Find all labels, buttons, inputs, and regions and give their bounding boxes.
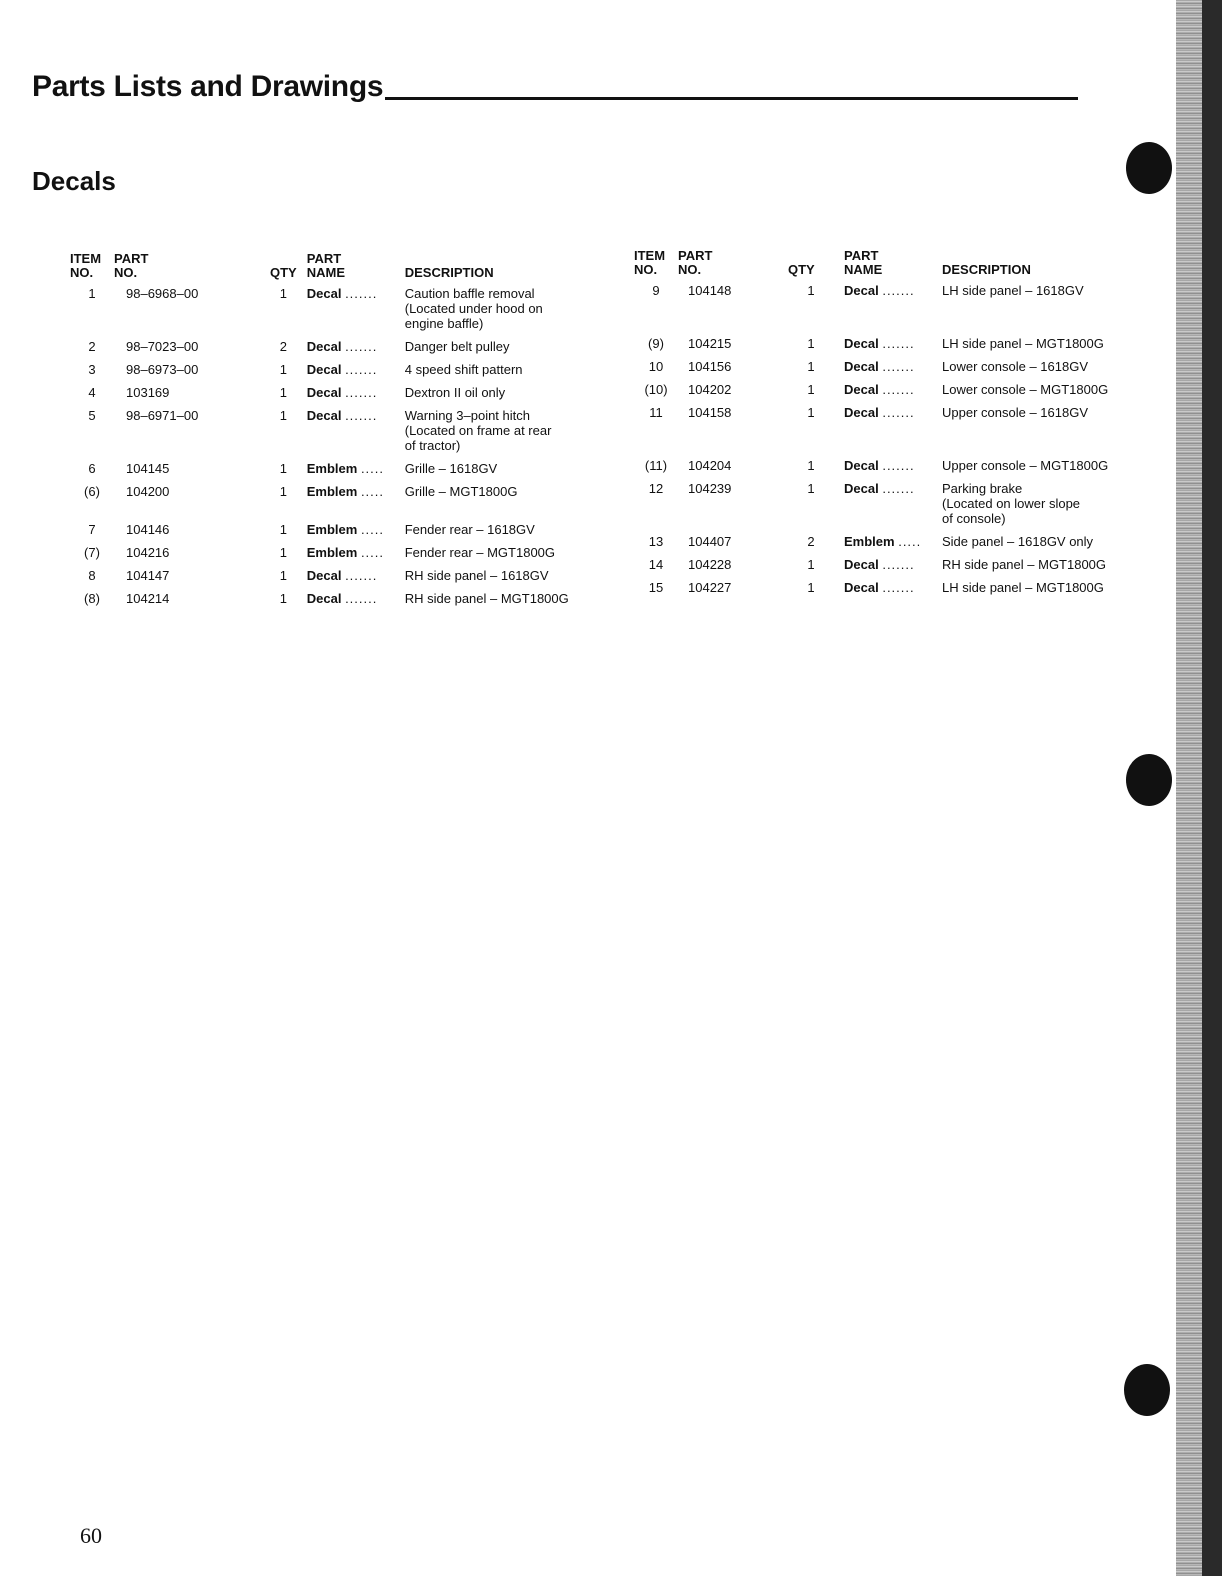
part-no-cell: 104148 bbox=[688, 283, 732, 298]
part-no-cell: 104202 bbox=[688, 382, 732, 397]
qty-cell: 1 bbox=[807, 557, 815, 572]
description-cell bbox=[405, 568, 605, 591]
item-no-cell: 7 bbox=[88, 522, 96, 537]
part-name-text: Emblem bbox=[306, 545, 358, 560]
item-no-cell: 13 bbox=[648, 534, 664, 549]
part-no-cell: 104407 bbox=[688, 534, 732, 549]
description-line: Upper console – MGT1800G bbox=[942, 458, 1109, 473]
parts-table-left-body bbox=[70, 286, 605, 614]
table-row bbox=[634, 283, 1142, 336]
description-cell bbox=[942, 405, 1142, 458]
description-line: LH side panel – MGT1800G bbox=[942, 336, 1104, 351]
qty-cell: 1 bbox=[807, 458, 815, 473]
part-name-cell bbox=[834, 557, 942, 580]
item-no-cell: (9) bbox=[648, 336, 664, 351]
part-name-text: Decal bbox=[306, 339, 342, 354]
part-name-cell bbox=[834, 359, 942, 382]
part-name-text: Decal bbox=[844, 359, 879, 374]
description-cell bbox=[405, 408, 605, 461]
description-cell bbox=[942, 580, 1142, 603]
part-name-text: Decal bbox=[306, 591, 342, 606]
leader-dots: ....... bbox=[882, 557, 915, 572]
page-number: 60 bbox=[80, 1523, 102, 1548]
item-no-cell: 9 bbox=[652, 283, 660, 298]
col-header-part-name: PART NAME bbox=[306, 251, 346, 280]
description-line: (Located under hood on bbox=[404, 301, 543, 316]
description-line: RH side panel – MGT1800G bbox=[942, 557, 1107, 572]
title-underline-rule bbox=[385, 97, 1078, 100]
leader-dots: ..... bbox=[360, 461, 384, 476]
description-cell bbox=[405, 545, 605, 568]
part-name-cell bbox=[834, 283, 942, 336]
description-cell bbox=[405, 484, 605, 522]
col-header-item-no: ITEM NO. bbox=[70, 251, 102, 280]
part-name-cell bbox=[297, 385, 405, 408]
leader-dots: ....... bbox=[882, 382, 915, 397]
leader-dots: ....... bbox=[882, 336, 915, 351]
description-cell bbox=[942, 382, 1142, 405]
part-name-text: Emblem bbox=[306, 522, 358, 537]
item-no-cell: (6) bbox=[84, 484, 100, 499]
part-name-text: Decal bbox=[844, 382, 879, 397]
description-line: (Located on frame at rear bbox=[404, 423, 552, 438]
item-no-cell: 15 bbox=[648, 580, 664, 595]
part-name-text: Emblem bbox=[306, 461, 358, 476]
part-no-cell: 104227 bbox=[688, 580, 732, 595]
description-line: RH side panel – MGT1800G bbox=[404, 591, 569, 606]
leader-dots: ..... bbox=[360, 545, 384, 560]
part-name-text: Decal bbox=[306, 385, 342, 400]
part-name-cell bbox=[297, 591, 405, 614]
description-line: Dextron II oil only bbox=[404, 385, 506, 400]
part-name-text: Decal bbox=[306, 362, 342, 377]
description-line bbox=[942, 420, 1142, 435]
item-no-cell: 11 bbox=[649, 405, 663, 420]
item-no-cell: 8 bbox=[88, 568, 96, 583]
leader-dots: ....... bbox=[345, 568, 378, 583]
table-row bbox=[70, 484, 605, 522]
part-name-cell bbox=[297, 522, 405, 545]
part-name-text: Emblem bbox=[306, 484, 358, 499]
part-no-cell: 104200 bbox=[126, 484, 170, 499]
description-line bbox=[942, 313, 1142, 328]
part-name-text: Decal bbox=[306, 568, 342, 583]
table-row bbox=[70, 591, 605, 614]
table-row bbox=[70, 522, 605, 545]
punch-hole-middle bbox=[1126, 754, 1172, 806]
col-header-part-name: PART NAME bbox=[844, 248, 883, 277]
item-no-cell: (8) bbox=[84, 591, 100, 606]
description-line: (Located on lower slope bbox=[942, 496, 1081, 511]
leader-dots: ....... bbox=[882, 481, 915, 496]
item-no-cell: 2 bbox=[88, 339, 96, 354]
item-no-cell: 3 bbox=[88, 362, 96, 377]
qty-cell: 1 bbox=[807, 283, 815, 298]
leader-dots: ..... bbox=[360, 522, 384, 537]
parts-table-left bbox=[70, 252, 605, 614]
description-line: Lower console – MGT1800G bbox=[942, 382, 1109, 397]
item-no-cell: 10 bbox=[648, 359, 664, 374]
page-header bbox=[32, 70, 1078, 104]
item-no-cell: (7) bbox=[84, 545, 100, 560]
qty-cell: 1 bbox=[279, 522, 287, 537]
col-header-description: DESCRIPTION bbox=[404, 265, 494, 280]
description-line: Upper console – 1618GV bbox=[942, 405, 1088, 420]
table-row bbox=[634, 580, 1142, 603]
qty-cell: 1 bbox=[807, 336, 815, 351]
col-header-part-no: PART NO. bbox=[678, 248, 713, 277]
table-row bbox=[634, 382, 1142, 405]
table-row bbox=[70, 408, 605, 461]
leader-dots: ..... bbox=[898, 534, 922, 549]
col-header-qty: QTY bbox=[270, 265, 297, 280]
leader-dots: ....... bbox=[882, 359, 915, 374]
description-line: Fender rear – 1618GV bbox=[404, 522, 535, 537]
part-no-cell: 104215 bbox=[688, 336, 732, 351]
qty-cell: 2 bbox=[807, 534, 815, 549]
item-no-cell: 4 bbox=[88, 385, 96, 400]
description-cell bbox=[405, 591, 605, 614]
description-line: Grille – 1618GV bbox=[404, 461, 498, 476]
part-name-cell bbox=[834, 534, 942, 557]
parts-table-right bbox=[634, 249, 1142, 603]
leader-dots: ....... bbox=[882, 405, 915, 420]
section-title: Decals bbox=[32, 166, 116, 196]
part-name-cell bbox=[834, 481, 942, 534]
part-name-text: Decal bbox=[844, 557, 879, 572]
description-cell bbox=[942, 359, 1142, 382]
part-name-text: Decal bbox=[844, 458, 879, 473]
part-no-cell: 104216 bbox=[126, 545, 170, 560]
leader-dots: ....... bbox=[345, 286, 378, 301]
part-no-cell: 104239 bbox=[688, 481, 732, 496]
qty-cell: 1 bbox=[279, 568, 287, 583]
qty-cell: 1 bbox=[279, 484, 287, 499]
part-name-cell bbox=[297, 362, 405, 385]
part-name-cell bbox=[297, 286, 405, 339]
qty-cell: 1 bbox=[279, 408, 287, 423]
qty-cell: 2 bbox=[279, 339, 287, 354]
description-cell bbox=[405, 522, 605, 545]
qty-cell: 1 bbox=[807, 580, 815, 595]
description-line: Parking brake bbox=[942, 481, 1023, 496]
description-line: Lower console – 1618GV bbox=[942, 359, 1088, 374]
qty-cell: 1 bbox=[279, 362, 287, 377]
punch-hole-bottom bbox=[1124, 1364, 1170, 1416]
part-name-cell bbox=[297, 408, 405, 461]
leader-dots: ....... bbox=[882, 458, 915, 473]
description-line: LH side panel – MGT1800G bbox=[942, 580, 1104, 595]
description-line: LH side panel – 1618GV bbox=[942, 283, 1084, 298]
table-header-row bbox=[70, 252, 605, 286]
qty-cell: 1 bbox=[279, 385, 287, 400]
part-name-cell bbox=[834, 382, 942, 405]
part-name-text: Decal bbox=[844, 336, 879, 351]
parts-table-right-body bbox=[634, 283, 1142, 603]
punch-hole-top bbox=[1126, 142, 1172, 194]
binding-dark-edge bbox=[1202, 0, 1222, 1576]
part-name-cell bbox=[834, 405, 942, 458]
leader-dots: ....... bbox=[345, 362, 378, 377]
description-cell bbox=[942, 336, 1142, 359]
qty-cell: 1 bbox=[279, 591, 287, 606]
part-no-cell: 104156 bbox=[688, 359, 732, 374]
qty-cell: 1 bbox=[807, 405, 815, 420]
leader-dots: ..... bbox=[360, 484, 384, 499]
page-title: Parts Lists and Drawings bbox=[32, 70, 384, 103]
description-line: 4 speed shift pattern bbox=[404, 362, 523, 377]
col-header-qty: QTY bbox=[788, 262, 815, 277]
part-no-cell: 104214 bbox=[126, 591, 170, 606]
table-row bbox=[70, 362, 605, 385]
item-no-cell: 14 bbox=[648, 557, 664, 572]
item-no-cell: 1 bbox=[88, 286, 96, 301]
leader-dots: ....... bbox=[345, 591, 378, 606]
table-row bbox=[634, 405, 1142, 458]
description-line: of console) bbox=[942, 511, 1006, 526]
leader-dots: ....... bbox=[345, 408, 378, 423]
col-header-item-no: ITEM NO. bbox=[634, 248, 666, 277]
description-line: RH side panel – 1618GV bbox=[404, 568, 549, 583]
description-line: Caution baffle removal bbox=[404, 286, 535, 301]
description-cell bbox=[405, 339, 605, 362]
description-cell bbox=[942, 458, 1142, 481]
part-no-cell: 104228 bbox=[688, 557, 732, 572]
qty-cell: 1 bbox=[279, 461, 287, 476]
description-line: of tractor) bbox=[404, 438, 461, 453]
description-cell bbox=[405, 362, 605, 385]
description-cell bbox=[405, 286, 605, 339]
qty-cell: 1 bbox=[279, 545, 287, 560]
table-row bbox=[634, 534, 1142, 557]
item-no-cell: (10) bbox=[644, 382, 668, 397]
description-line: Danger belt pulley bbox=[404, 339, 510, 354]
table-row bbox=[70, 286, 605, 339]
item-no-cell: 5 bbox=[88, 408, 96, 423]
item-no-cell: 12 bbox=[648, 481, 664, 496]
part-name-cell bbox=[834, 458, 942, 481]
table-row bbox=[634, 481, 1142, 534]
table-row bbox=[70, 568, 605, 591]
qty-cell: 1 bbox=[807, 359, 815, 374]
part-name-cell bbox=[834, 336, 942, 359]
part-no-cell: 103169 bbox=[126, 385, 170, 400]
description-line: Fender rear – MGT1800G bbox=[404, 545, 556, 560]
description-line: Grille – MGT1800G bbox=[404, 484, 518, 499]
part-name-text: Decal bbox=[306, 286, 342, 301]
part-name-cell bbox=[297, 484, 405, 522]
description-line: Side panel – 1618GV only bbox=[942, 534, 1094, 549]
qty-cell: 1 bbox=[279, 286, 287, 301]
table-row bbox=[70, 339, 605, 362]
description-line: Warning 3–point hitch bbox=[404, 408, 530, 423]
part-name-cell bbox=[297, 545, 405, 568]
part-name-text: Emblem bbox=[844, 534, 895, 549]
leader-dots: ....... bbox=[882, 283, 915, 298]
description-line bbox=[942, 435, 1142, 450]
table-row bbox=[634, 359, 1142, 382]
part-name-cell bbox=[297, 568, 405, 591]
table-row bbox=[70, 385, 605, 408]
item-no-cell: (11) bbox=[644, 458, 668, 473]
col-header-description: DESCRIPTION bbox=[942, 262, 1031, 277]
part-no-cell: 104147 bbox=[126, 568, 170, 583]
part-name-text: Decal bbox=[844, 580, 879, 595]
part-name-text: Decal bbox=[844, 481, 879, 496]
table-row bbox=[634, 336, 1142, 359]
col-header-part-no: PART NO. bbox=[114, 251, 149, 280]
part-name-cell bbox=[297, 461, 405, 484]
leader-dots: ....... bbox=[345, 339, 378, 354]
leader-dots: ....... bbox=[882, 580, 915, 595]
part-name-text: Decal bbox=[306, 408, 342, 423]
qty-cell: 1 bbox=[807, 481, 815, 496]
description-line: engine baffle) bbox=[404, 316, 484, 331]
qty-cell: 1 bbox=[807, 382, 815, 397]
part-name-cell bbox=[834, 580, 942, 603]
part-no-cell: 104145 bbox=[126, 461, 170, 476]
part-name-cell bbox=[297, 339, 405, 362]
leader-dots: ....... bbox=[345, 385, 378, 400]
part-name-text: Decal bbox=[844, 405, 879, 420]
description-line bbox=[942, 298, 1142, 313]
part-no-cell: 104158 bbox=[688, 405, 732, 420]
part-no-cell: 98–6973–00 bbox=[126, 362, 199, 377]
part-no-cell: 98–7023–00 bbox=[126, 339, 199, 354]
description-cell bbox=[942, 557, 1142, 580]
item-no-cell: 6 bbox=[88, 461, 96, 476]
part-no-cell: 104204 bbox=[688, 458, 732, 473]
table-row bbox=[634, 458, 1142, 481]
description-line bbox=[405, 499, 605, 514]
part-name-text: Decal bbox=[844, 283, 879, 298]
description-cell bbox=[405, 461, 605, 484]
table-header-row bbox=[634, 249, 1142, 283]
description-cell bbox=[942, 534, 1142, 557]
description-cell bbox=[942, 283, 1142, 336]
part-no-cell: 98–6968–00 bbox=[126, 286, 199, 301]
table-row bbox=[634, 557, 1142, 580]
description-cell bbox=[942, 481, 1142, 534]
part-no-cell: 98–6971–00 bbox=[126, 408, 199, 423]
part-no-cell: 104146 bbox=[126, 522, 170, 537]
description-cell bbox=[405, 385, 605, 408]
table-row bbox=[70, 461, 605, 484]
table-row bbox=[70, 545, 605, 568]
